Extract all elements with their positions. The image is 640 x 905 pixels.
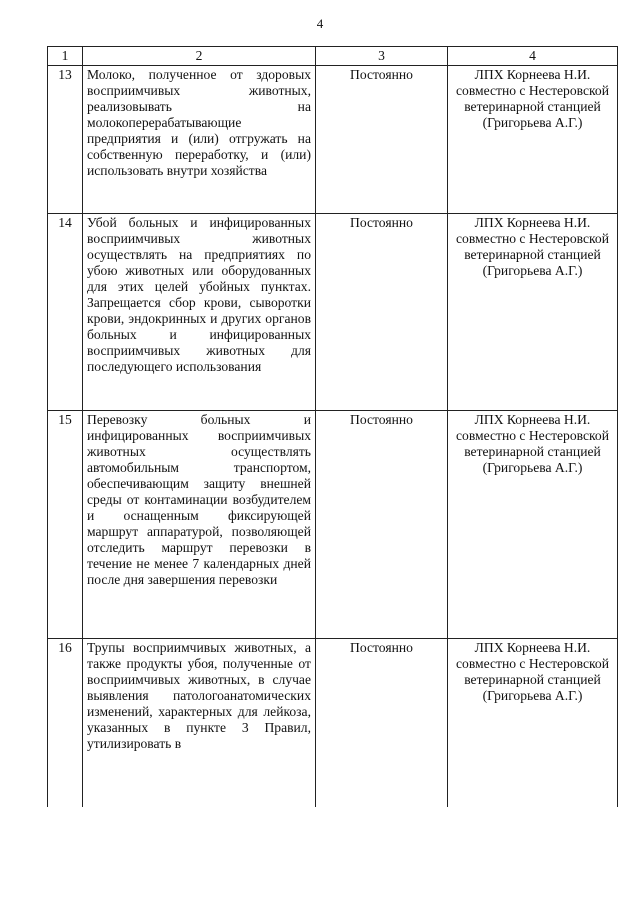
table-header-row	[48, 47, 618, 66]
row-responsible: ЛПХ Корнеева Н.И. совместно с Нестеровской ветеринарной станцией (Григорьева А.Г.)	[448, 411, 618, 639]
row-number: 14	[48, 214, 83, 411]
column-header: 2	[83, 47, 316, 66]
table-row	[48, 411, 618, 639]
column-header: 4	[448, 47, 618, 66]
row-period: Постоянно	[316, 214, 448, 411]
row-description: Молоко, полученное от здоровых восприимчивых животных, реализовывать на молокоперерабатывающие предприятия и (или) отгружать на собственную переработку, и (или) использовать внутри хозяйства	[83, 66, 316, 214]
row-responsible: ЛПХ Корнеева Н.И. совместно с Нестеровской ветеринарной станцией (Григорьева А.Г.)	[448, 639, 618, 808]
column-header: 3	[316, 47, 448, 66]
column-header: 1	[48, 47, 83, 66]
row-number: 13	[48, 66, 83, 214]
row-period: Постоянно	[316, 411, 448, 639]
row-period: Постоянно	[316, 66, 448, 214]
row-description: Трупы восприимчивых животных, а также продукты убоя, полученные от восприимчивых животных, в случае выявления патологоанатомических изменений, характерных для лейкоза, указанных в пункте 3 Правил, утилизировать в	[83, 639, 316, 808]
row-description: Перевозку больных и инфицированных восприимчивых животных осуществлять автомобильным транспортом, обеспечивающим защиту внешней среды от контаминации возбудителем и оснащенным фиксирующей маршрут аппаратурой, позволяющей отследить маршрут перевозки в течение не менее 7 календарных дней после дня завершения перевозки	[83, 411, 316, 639]
row-number: 16	[48, 639, 83, 808]
row-responsible: ЛПХ Корнеева Н.И. совместно с Нестеровской ветеринарной станцией (Григорьева А.Г.)	[448, 214, 618, 411]
measures-table	[47, 46, 618, 807]
table-row	[48, 66, 618, 214]
row-responsible: ЛПХ Корнеева Н.И. совместно с Нестеровской ветеринарной станцией (Григорьева А.Г.)	[448, 66, 618, 214]
row-period: Постоянно	[316, 639, 448, 808]
row-description: Убой больных и инфицированных восприимчивых животных осуществлять на предприятиях по убою животных или оборудованных для этих целей убойных пунктах. Запрещается сбор крови, сыворотки крови, эндокринных и других органов больных и инфицированных восприимчивых животных для последующего использования	[83, 214, 316, 411]
table-row	[48, 639, 618, 808]
table-row	[48, 214, 618, 411]
row-number: 15	[48, 411, 83, 639]
page-number: 4	[316, 16, 324, 31]
